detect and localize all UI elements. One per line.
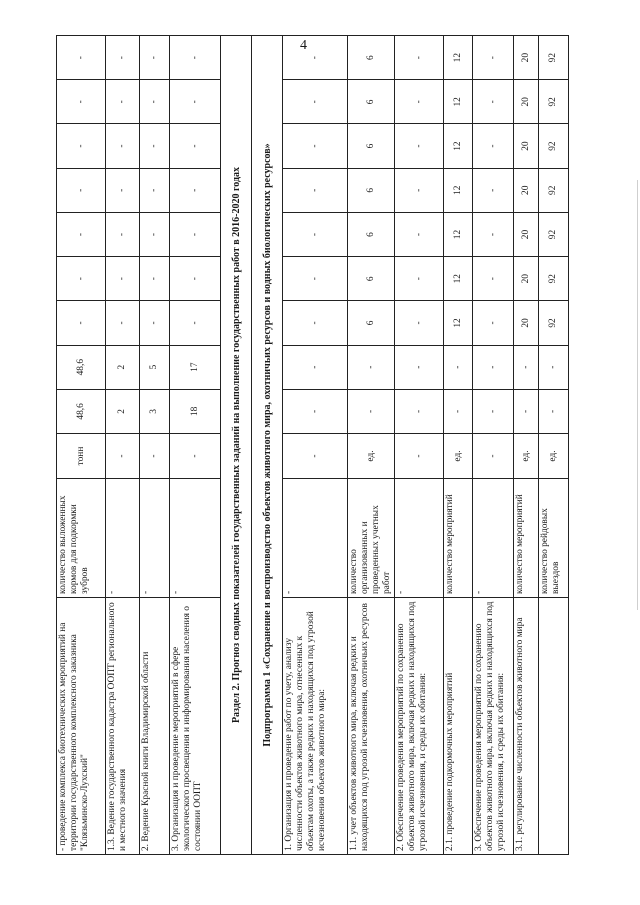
value-cell: 6 xyxy=(348,80,395,124)
value-cell: - xyxy=(395,345,444,389)
activity-name-cell: 2. Ведение Красной книги Владимирской области xyxy=(140,598,170,855)
value-cell: - xyxy=(106,124,140,168)
value-cell: - xyxy=(539,389,569,433)
value-cell: 12 xyxy=(444,212,473,256)
value-cell: 6 xyxy=(348,124,395,168)
indicator-cell: количество мероприятий xyxy=(514,479,539,598)
value-cell: - xyxy=(170,301,221,345)
value-cell: - xyxy=(170,168,221,212)
value-cell: - xyxy=(140,301,170,345)
value-cell: 2 xyxy=(106,389,140,433)
activity-name-cell xyxy=(539,598,569,855)
value-cell: - xyxy=(514,345,539,389)
activity-name-cell: 1.3. Ведение государственного кадастра ООПТ регионального и местного значения xyxy=(106,598,140,855)
section-2-title: Раздел 2. Прогноз сводных показателей государственных заданий на выполнение государственных работ в 2016-2020 годах xyxy=(221,36,252,855)
value-cell: - xyxy=(395,124,444,168)
table-row xyxy=(444,36,473,855)
value-cell: - xyxy=(473,168,514,212)
value-cell: 6 xyxy=(348,257,395,301)
value-cell: 12 xyxy=(444,257,473,301)
subprogram-1-title: Подпрограмма 1 «Сохранение и воспроизводство объектов животного мира, охотничьих ресурсов и водных биологических ресурсов» xyxy=(252,36,283,855)
value-cell: - xyxy=(106,36,140,80)
value-cell: - xyxy=(283,345,348,389)
value-cell: 92 xyxy=(539,36,569,80)
table-row xyxy=(57,36,106,855)
value-cell: - xyxy=(348,389,395,433)
value-cell: 12 xyxy=(444,301,473,345)
unit-cell: - xyxy=(473,434,514,479)
activity-name-cell: 3. Организация и проведение мероприятий в сфере экологического просвещения и информирования населения о состоянии ООПТ xyxy=(170,598,221,855)
value-cell: 20 xyxy=(514,124,539,168)
value-cell: 5 xyxy=(140,345,170,389)
value-cell: 92 xyxy=(539,80,569,124)
value-cell: 48,6 xyxy=(57,345,106,389)
unit-cell: тонн xyxy=(57,434,106,479)
activity-name-cell: 1. Организация и проведение работ по учету, анализу численности объектов животного мира, отнесенных к объектам охоты, а также редких и находящихся под угрозой исчезновения объектов животного мира: xyxy=(283,598,348,855)
indicator-cell: - xyxy=(473,479,514,598)
value-cell: 48,6 xyxy=(57,389,106,433)
value-cell: - xyxy=(283,36,348,80)
value-cell: - xyxy=(395,257,444,301)
unit-cell: - xyxy=(106,434,140,479)
value-cell: 20 xyxy=(514,212,539,256)
unit-cell: ед. xyxy=(348,434,395,479)
unit-cell: - xyxy=(140,434,170,479)
value-cell: - xyxy=(395,168,444,212)
indicator-cell: - xyxy=(106,479,140,598)
value-cell: - xyxy=(283,301,348,345)
scan-edge-line xyxy=(637,180,638,610)
unit-cell: ед. xyxy=(514,434,539,479)
value-cell: - xyxy=(106,168,140,212)
value-cell: - xyxy=(140,257,170,301)
value-cell: - xyxy=(170,80,221,124)
value-cell: - xyxy=(106,212,140,256)
value-cell: - xyxy=(57,301,106,345)
indicator-cell: количество мероприятий xyxy=(444,479,473,598)
value-cell: - xyxy=(140,168,170,212)
value-cell: - xyxy=(170,212,221,256)
value-cell: - xyxy=(395,80,444,124)
value-cell: - xyxy=(283,212,348,256)
value-cell: 12 xyxy=(444,36,473,80)
table-row xyxy=(473,36,514,855)
value-cell: - xyxy=(283,80,348,124)
value-cell: 2 xyxy=(106,345,140,389)
value-cell: 18 xyxy=(170,389,221,433)
indicator-cell: - xyxy=(140,479,170,598)
rotated-table-viewport xyxy=(56,30,586,860)
indicator-cell: - xyxy=(395,479,444,598)
value-cell: - xyxy=(348,345,395,389)
value-cell: - xyxy=(473,124,514,168)
value-cell: 20 xyxy=(514,80,539,124)
value-cell: 92 xyxy=(539,301,569,345)
value-cell: 20 xyxy=(514,168,539,212)
value-cell: - xyxy=(473,80,514,124)
value-cell: 20 xyxy=(514,257,539,301)
value-cell: - xyxy=(170,257,221,301)
page-number: 4 xyxy=(300,38,307,53)
value-cell: - xyxy=(514,389,539,433)
unit-cell: ед. xyxy=(539,434,569,479)
value-cell: 12 xyxy=(444,124,473,168)
activity-name-cell: 1.1. учет объектов животного мира, включая редких и находящихся под угрозой исчезновения, охотничьих ресурсов xyxy=(348,598,395,855)
value-cell: - xyxy=(140,124,170,168)
value-cell: - xyxy=(106,80,140,124)
value-cell: - xyxy=(473,389,514,433)
unit-cell: - xyxy=(283,434,348,479)
value-cell: 12 xyxy=(444,80,473,124)
value-cell: - xyxy=(473,36,514,80)
value-cell: - xyxy=(473,257,514,301)
indicator-cell: количество выложенных кормов для подкормки зубров xyxy=(57,479,106,598)
value-cell: - xyxy=(57,257,106,301)
value-cell: 92 xyxy=(539,257,569,301)
table-row xyxy=(395,36,444,855)
value-cell: - xyxy=(283,257,348,301)
value-cell: - xyxy=(473,212,514,256)
value-cell: - xyxy=(140,212,170,256)
value-cell: - xyxy=(57,168,106,212)
value-cell: 17 xyxy=(170,345,221,389)
value-cell: - xyxy=(539,345,569,389)
value-cell: - xyxy=(106,257,140,301)
value-cell: - xyxy=(170,36,221,80)
table-row xyxy=(514,36,539,855)
value-cell: 6 xyxy=(348,36,395,80)
value-cell: - xyxy=(57,36,106,80)
unit-cell: ед. xyxy=(444,434,473,479)
value-cell: 92 xyxy=(539,124,569,168)
table-row xyxy=(170,36,221,855)
table-row xyxy=(106,36,140,855)
indicators-table xyxy=(56,35,569,855)
rotated-table xyxy=(56,35,586,855)
indicator-cell: количество рейдовых выездов xyxy=(539,479,569,598)
value-cell: 12 xyxy=(444,168,473,212)
value-cell: - xyxy=(444,389,473,433)
value-cell: 92 xyxy=(539,212,569,256)
unit-cell: - xyxy=(170,434,221,479)
unit-cell: - xyxy=(395,434,444,479)
value-cell: 6 xyxy=(348,168,395,212)
indicator-cell: количество организованных и проведенных учетных работ xyxy=(348,479,395,598)
value-cell: - xyxy=(395,389,444,433)
value-cell: - xyxy=(473,301,514,345)
value-cell: - xyxy=(283,124,348,168)
value-cell: 6 xyxy=(348,301,395,345)
value-cell: - xyxy=(395,212,444,256)
table-row xyxy=(348,36,395,855)
value-cell: - xyxy=(57,80,106,124)
table-row xyxy=(140,36,170,855)
value-cell: - xyxy=(283,168,348,212)
indicator-cell: - xyxy=(170,479,221,598)
value-cell: - xyxy=(106,301,140,345)
value-cell: - xyxy=(444,345,473,389)
table-row xyxy=(283,36,348,855)
activity-name-cell: 3. Обеспечение проведения мероприятий по сохранению объектов животного мира, включая редких и находящихся под угрозой исчезновения, и среды их обитания: xyxy=(473,598,514,855)
activity-name-cell: 2. Обеспечение проведения мероприятий по сохранению объектов животного мира, включая редких и находящихся под угрозой исчезновения, и среды их обитания: xyxy=(395,598,444,855)
value-cell: 20 xyxy=(514,301,539,345)
value-cell: 20 xyxy=(514,36,539,80)
indicator-cell: - xyxy=(283,479,348,598)
value-cell: - xyxy=(473,345,514,389)
activity-name-cell: 3.1. регулирование численности объектов животного мира xyxy=(514,598,539,855)
value-cell: 6 xyxy=(348,212,395,256)
value-cell: - xyxy=(57,212,106,256)
value-cell: 92 xyxy=(539,168,569,212)
value-cell: - xyxy=(140,36,170,80)
activity-name-cell: - проведение комплекса биотехнических мероприятий на территории государственного комплексного заказника "Клязьминско-Лухский" xyxy=(57,598,106,855)
value-cell: - xyxy=(140,80,170,124)
value-cell: - xyxy=(283,389,348,433)
value-cell: - xyxy=(395,301,444,345)
value-cell: 3 xyxy=(140,389,170,433)
value-cell: - xyxy=(57,124,106,168)
table-row xyxy=(539,36,569,855)
activity-name-cell: 2.1. проведение подкормочных мероприятий xyxy=(444,598,473,855)
value-cell: - xyxy=(170,124,221,168)
value-cell: - xyxy=(395,36,444,80)
